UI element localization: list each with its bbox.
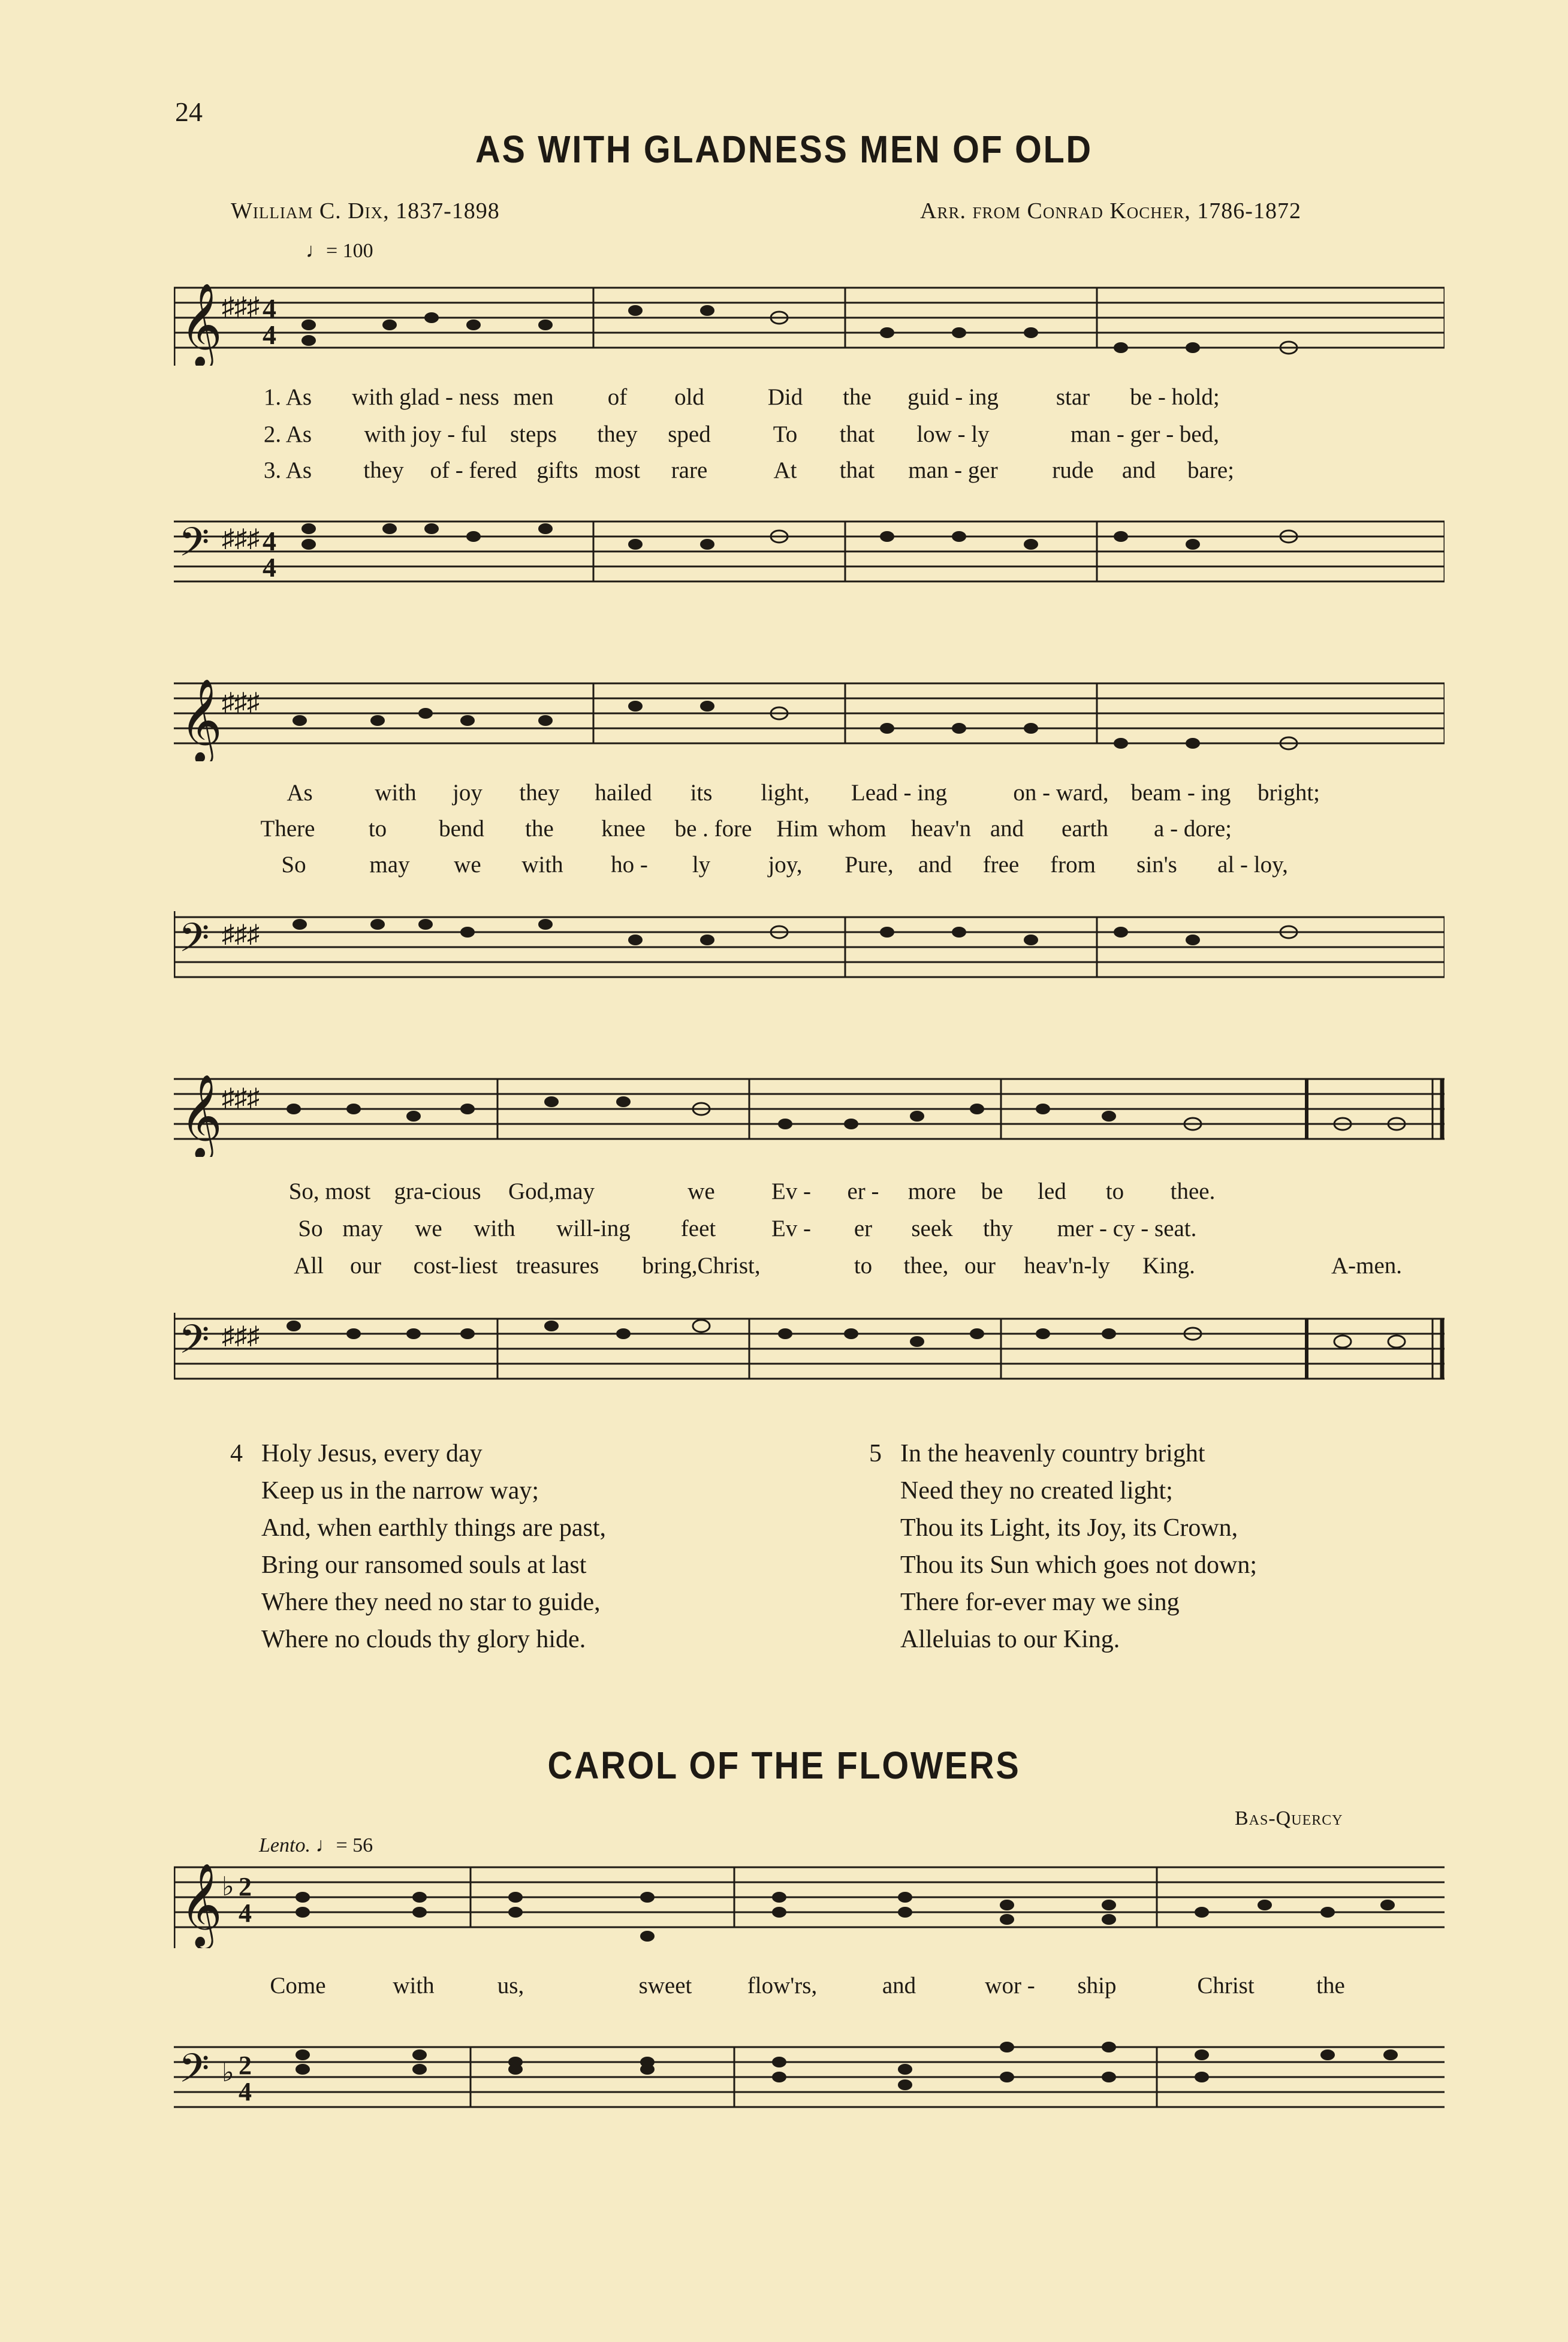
lyric-syllable: more: [907, 1178, 957, 1204]
verse-line: Holy Jesus, every day: [261, 1440, 483, 1467]
lyric-syllable: we: [454, 852, 481, 878]
verse-4: [230, 1435, 607, 1658]
lyric-syllable: gifts: [536, 457, 578, 483]
verse-line: Need they no created light;: [900, 1477, 1173, 1505]
lyric-syllable: free: [982, 852, 1020, 878]
svg-text:4: 4: [263, 526, 276, 556]
key-signature-icon: ♯♯♯: [222, 689, 260, 716]
lyric-syllable: sin's: [1136, 852, 1177, 878]
lyric-syllable: thee,: [903, 1253, 949, 1279]
lyric-syllable: sped: [668, 421, 711, 447]
flat-key-signature-icon: ♭: [222, 1872, 234, 1901]
lyric-syllable: mer - cy - seat.: [1057, 1216, 1197, 1241]
lyric-syllable: There: [260, 816, 315, 842]
lyric-syllable: led: [1038, 1178, 1066, 1204]
verse-line: Keep us in the narrow way;: [261, 1477, 539, 1505]
verse-line: Bring our ransomed souls at last: [261, 1551, 587, 1579]
lyric-syllable: knee: [601, 816, 646, 842]
lyric-syllable: feet: [680, 1216, 716, 1241]
lyric-syllable: Ev -: [771, 1216, 812, 1241]
lyric-syllable: So: [281, 852, 306, 878]
lyric-syllable: Him: [776, 816, 818, 842]
verse-line: And, when earthly things are past,: [261, 1514, 607, 1542]
tempo-marking: [306, 240, 373, 263]
lyric-syllable: 1. As: [263, 384, 312, 410]
key-signature-icon: ♯♯♯: [222, 293, 260, 321]
time-signature-icon: 4: [263, 293, 276, 324]
verse-number: 4: [230, 1440, 243, 1467]
lyric-syllable: star: [1056, 384, 1090, 410]
svg-text:4: 4: [239, 2077, 252, 2106]
lyric-syllable: 3. As: [263, 457, 312, 483]
system-2-treble-staff: [174, 677, 1445, 761]
tempo-value: = 56: [336, 1834, 373, 1856]
treble-clef-icon: 𝄞: [180, 680, 222, 760]
lyric-syllable: may: [342, 1216, 383, 1241]
lyric-syllable: As: [287, 780, 313, 806]
treble-clef-icon: 𝄞: [180, 1076, 222, 1156]
lyric-syllable: joy,: [768, 852, 803, 878]
lyric-syllable: low - ly: [916, 421, 990, 447]
hymn-title: AS WITH GLADNESS MEN OF OLD: [475, 128, 1093, 171]
lyric-syllable: be . fore: [674, 816, 752, 842]
lyric-syllable: the: [843, 384, 872, 410]
lyric-syllable: joy: [453, 780, 483, 806]
lyric-syllable: with: [521, 852, 563, 878]
verse-line: Alleluias to our King.: [900, 1626, 1120, 1653]
lyric-syllable: us,: [497, 1973, 524, 1999]
lyric-syllable: rare: [671, 457, 708, 483]
lyric-syllable: they: [597, 421, 638, 447]
bass-clef-icon: 𝄢: [179, 2048, 210, 2100]
lyric-syllable: its: [690, 780, 713, 806]
lyric-syllable: whom: [828, 816, 886, 842]
lyric-syllable: Pure,: [845, 852, 894, 878]
lyric-syllable: wor -: [985, 1973, 1035, 1999]
lyric-syllable: cost-liest: [413, 1253, 498, 1279]
lyric-syllable: Ev -: [771, 1178, 812, 1204]
lyric-syllable: beam - ing: [1130, 780, 1231, 806]
treble-clef-icon: 𝄞: [180, 1865, 222, 1945]
lyric-syllable: the: [525, 816, 554, 842]
lyric-syllable: Christ: [1197, 1973, 1255, 1999]
key-signature-icon: ♯♯♯: [222, 921, 260, 948]
svg-text:2: 2: [239, 2051, 252, 2080]
lyric-syllable: we: [687, 1178, 715, 1204]
lyric-syllable: on - ward,: [1013, 780, 1109, 806]
lyric-syllable: be: [981, 1178, 1003, 1204]
key-signature-icon: ♯♯♯: [222, 1084, 260, 1112]
author-credit: William C. Dix, 1837-1898: [231, 198, 500, 224]
system-1-treble-staff: [174, 282, 1445, 366]
lyric-syllable: So, most: [288, 1178, 371, 1204]
lyric-syllable: earth: [1062, 816, 1108, 842]
treble-clef-icon: 𝄞: [180, 283, 222, 366]
lyric-syllable: steps: [510, 421, 557, 447]
lyric-syllable: and: [882, 1973, 916, 1999]
verse-number: 5: [869, 1440, 882, 1467]
verse-line: Where no clouds thy glory hide.: [261, 1626, 586, 1653]
lyric-syllable: seek: [911, 1216, 953, 1241]
lyric-syllable: with joy - ful: [364, 421, 487, 447]
verse-line: Where they need no star to guide,: [261, 1589, 601, 1616]
lyric-syllable: heav'n: [910, 816, 972, 842]
svg-text:4: 4: [263, 319, 276, 350]
tempo-marking: [259, 1834, 373, 1857]
source-credit: Bas-Quercy: [1235, 1807, 1343, 1829]
lyric-syllable: treasures: [515, 1253, 599, 1279]
lyric-syllable: al - loy,: [1217, 852, 1288, 878]
svg-text:4: 4: [239, 1898, 252, 1928]
lyric-syllable: man - ger - bed,: [1071, 421, 1219, 447]
system-3-bass-staff: [174, 1313, 1445, 1397]
lyric-syllable: the: [1316, 1973, 1345, 1999]
lyric-syllable: rude: [1052, 457, 1094, 483]
verse-5: [869, 1435, 1257, 1658]
lyric-syllable: 2. As: [263, 421, 312, 447]
lyric-syllable: be - hold;: [1130, 384, 1220, 410]
lyric-syllable: sweet: [638, 1973, 692, 1999]
lyric-syllable: and: [1121, 457, 1156, 483]
verse-line: Thou its Light, its Joy, its Crown,: [900, 1514, 1238, 1542]
quarter-note-icon: ♩: [315, 1834, 336, 1856]
lyric-syllable: will-ing: [556, 1216, 631, 1241]
lyric-syllable: our: [964, 1253, 996, 1279]
bass-clef-icon: 𝄢: [179, 1319, 210, 1372]
lyric-syllable: old: [674, 384, 704, 410]
tempo-value: = 100: [326, 240, 373, 262]
lyric-syllable: of - fered: [430, 457, 517, 483]
arranger-credit: Arr. from Conrad Kocher, 1786-1872: [920, 198, 1301, 224]
lyric-syllable: that: [839, 421, 875, 447]
lyric-syllable: to: [854, 1253, 873, 1279]
lyric-syllable: light,: [761, 780, 810, 806]
lyric-syllable: to: [368, 816, 387, 842]
bass-clef-icon: 𝄢: [179, 917, 210, 970]
lyric-syllable: to: [1105, 1178, 1124, 1204]
key-signature-icon: ♯♯♯: [222, 1322, 260, 1350]
lyric-syllable: guid - ing: [907, 384, 999, 410]
lyric-syllable: Lead - ing: [851, 780, 948, 806]
lyric-syllable: ship: [1077, 1973, 1117, 1999]
lyric-syllable: hailed: [595, 780, 652, 806]
carol-bass-staff: [174, 2038, 1445, 2128]
lyric-syllable: and: [990, 816, 1024, 842]
lyric-syllable: ho -: [611, 852, 648, 878]
lyric-syllable: bend: [439, 816, 484, 842]
lyric-syllable: King.: [1142, 1253, 1195, 1279]
hymn-2-title: CAROL OF THE FLOWERS: [547, 1744, 1021, 1787]
lyric-syllable: ly: [692, 852, 711, 878]
lyric-syllable: with glad - ness: [352, 384, 499, 410]
lyric-syllable: So: [298, 1216, 323, 1241]
lyric-syllable: heav'n-ly: [1024, 1253, 1110, 1279]
flat-key-signature-icon: ♭: [222, 2058, 234, 2087]
lyric-syllable: of: [607, 384, 628, 410]
lyric-syllable: with: [474, 1216, 515, 1241]
carol-treble-staff: [174, 1858, 1445, 1948]
lyric-syllable: we: [415, 1216, 442, 1241]
lyric-syllable: To: [773, 421, 798, 447]
verse-line: There for-ever may we sing: [900, 1589, 1180, 1616]
lyric-syllable: gra-cious: [394, 1178, 481, 1204]
verse-line: In the heavenly country bright: [900, 1440, 1205, 1467]
lyric-syllable: thee.: [1170, 1178, 1216, 1204]
lyric-syllable: a - dore;: [1154, 816, 1232, 842]
system-2-bass-staff: [174, 911, 1445, 995]
time-signature-icon: 2: [239, 1872, 252, 1901]
lyric-syllable: they: [519, 780, 560, 806]
lyric-syllable: man - ger: [908, 457, 998, 483]
quarter-note-icon: ♩: [306, 240, 326, 262]
lyric-syllable: men: [513, 384, 554, 410]
lyric-syllable: bright;: [1258, 780, 1320, 806]
lyric-syllable: er: [854, 1216, 873, 1241]
lyric-syllable: that: [839, 457, 875, 483]
lyric-syllable: flow'rs,: [747, 1973, 818, 1999]
lyric-syllable: thy: [983, 1216, 1013, 1241]
key-signature-icon: ♯♯♯: [222, 525, 260, 553]
lyric-syllable: from: [1050, 852, 1096, 878]
lyric-syllable: with: [393, 1973, 435, 1999]
lyric-syllable: At: [773, 457, 797, 483]
lyric-syllable: er -: [847, 1178, 879, 1204]
bass-clef-icon: 𝄢: [179, 522, 210, 574]
lyric-syllable: Come: [270, 1973, 326, 1999]
lyric-syllable: with: [375, 780, 417, 806]
lyric-syllable: our: [350, 1253, 381, 1279]
lyric-syllable: they: [363, 457, 404, 483]
lyric-syllable: Did: [767, 384, 803, 410]
tempo-word: Lento.: [259, 1834, 310, 1856]
lyric-syllable: A-men.: [1331, 1253, 1403, 1279]
page-number: 24: [175, 97, 203, 127]
lyric-syllable: bare;: [1187, 457, 1234, 483]
lyric-syllable: and: [918, 852, 952, 878]
lyric-syllable: All: [294, 1253, 324, 1279]
verse-line: Thou its Sun which goes not down;: [900, 1551, 1257, 1579]
svg-text:4: 4: [263, 552, 276, 583]
lyric-syllable: may: [369, 852, 410, 878]
system-3-treble-staff: [174, 1073, 1445, 1157]
system-1-bass-staff: [174, 516, 1445, 599]
lyric-syllable: most: [595, 457, 640, 483]
lyric-syllable: bring,Christ,: [642, 1253, 761, 1279]
lyric-syllable: God,may: [508, 1178, 595, 1204]
